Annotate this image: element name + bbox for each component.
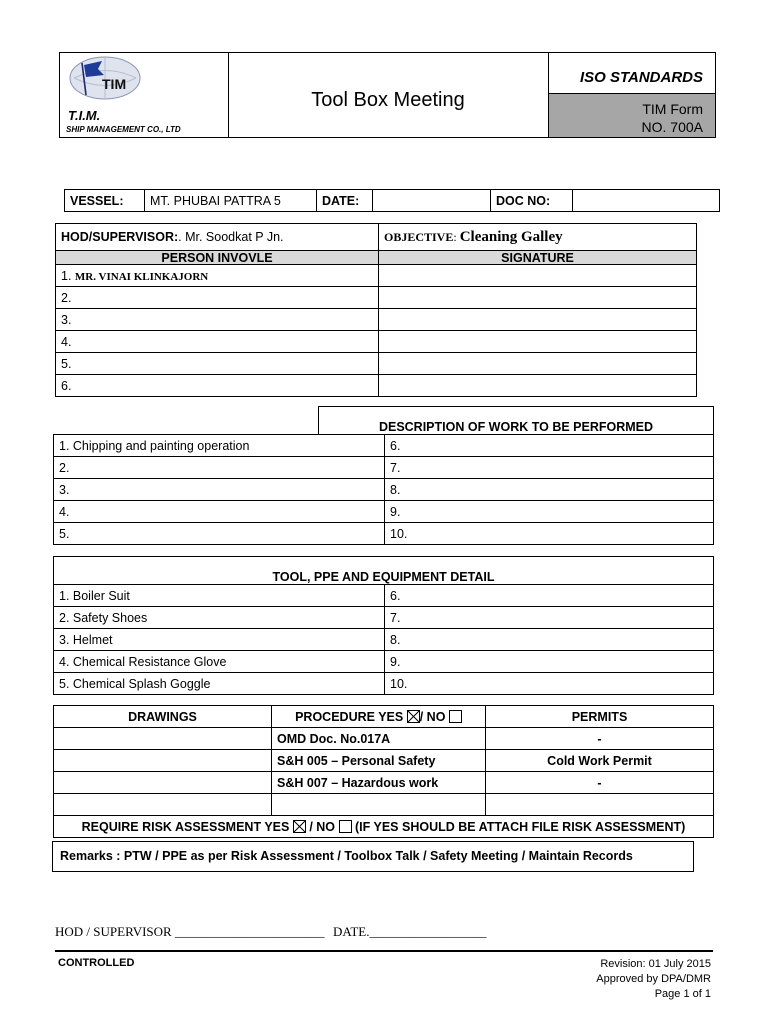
work-item[interactable]: 9. — [385, 501, 714, 523]
work-item[interactable]: 10. — [385, 523, 714, 545]
signature-cell[interactable] — [379, 331, 697, 353]
permit-cell[interactable]: - — [486, 772, 714, 794]
work-table — [53, 434, 714, 545]
controlled-label: CONTROLLED — [58, 957, 135, 969]
procedure-cell[interactable]: OMD Doc. No.017A — [272, 728, 486, 750]
person-row[interactable]: 3. — [56, 309, 379, 331]
tool-item[interactable]: 2. Safety Shoes — [54, 607, 385, 629]
work-heading: DESCRIPTION OF WORK TO BE PERFORMED — [378, 420, 654, 434]
work-item[interactable]: 3. — [54, 479, 385, 501]
title-box — [229, 53, 549, 137]
persons-table — [55, 223, 697, 397]
drawings-header: DRAWINGS — [54, 706, 272, 728]
logo-text: TIM — [102, 76, 127, 92]
tool-item[interactable]: 3. Helmet — [54, 629, 385, 651]
vessel-table — [64, 189, 720, 212]
drawing-cell[interactable] — [54, 750, 272, 772]
hod-value: . Mr. Soodkat P Jn. — [178, 230, 284, 244]
person-row[interactable]: 2. — [56, 287, 379, 309]
permits-header: PERMITS — [486, 706, 714, 728]
tool-item[interactable]: 9. — [385, 651, 714, 673]
tools-heading: TOOL, PPE AND EQUIPMENT DETAIL — [272, 570, 495, 584]
signature-cell[interactable] — [379, 287, 697, 309]
work-item[interactable]: 4. — [54, 501, 385, 523]
iso-standards: ISO STANDARDS — [549, 53, 715, 94]
work-item[interactable]: 7. — [385, 457, 714, 479]
person-name: MR. VINAI KLINKAJORN — [74, 270, 209, 283]
page-number: Page 1 of 1 — [654, 988, 711, 1000]
signature-cell[interactable] — [379, 375, 697, 397]
signature-cell[interactable] — [379, 353, 697, 375]
objective-label: OBJECTIVE — [384, 229, 454, 244]
person-row[interactable]: 6. — [56, 375, 379, 397]
logo-box — [60, 53, 229, 137]
footer-divider — [55, 950, 713, 952]
form-number-box — [549, 94, 715, 137]
procedure-table — [53, 705, 714, 838]
company-subtitle: SHIP MANAGEMENT CO., LTD — [66, 125, 181, 134]
hod-label: HOD/SUPERVISOR: — [61, 230, 179, 244]
drawing-cell[interactable] — [54, 794, 272, 816]
checkmark-x-icon — [408, 711, 419, 722]
company-name: T.I.M. — [68, 108, 101, 123]
tool-item[interactable]: 7. — [385, 607, 714, 629]
procedure-yes-checkbox[interactable] — [407, 710, 420, 723]
tool-item[interactable]: 1. Boiler Suit — [54, 585, 385, 607]
work-item[interactable]: 5. — [54, 523, 385, 545]
work-item[interactable]: 2. — [54, 457, 385, 479]
company-logo — [68, 55, 142, 101]
drawing-cell[interactable] — [54, 772, 272, 794]
revision-text: Revision: 01 July 2015 — [600, 958, 711, 970]
vessel-value[interactable]: MT. PHUBAI PATTRA 5 — [145, 190, 317, 212]
signature-cell[interactable] — [379, 265, 697, 287]
approved-text: Approved by DPA/DMR — [596, 973, 711, 985]
permit-cell[interactable]: Cold Work Permit — [486, 750, 714, 772]
drawing-cell[interactable] — [54, 728, 272, 750]
objective-value: Cleaning Galley — [459, 228, 563, 245]
tools-table — [53, 584, 714, 695]
procedure-header: PROCEDURE YES / NO — [272, 706, 486, 728]
procedure-cell[interactable] — [272, 794, 486, 816]
vessel-label: VESSEL: — [65, 190, 145, 212]
doc-no-label: DOC NO: — [491, 190, 573, 212]
hod-cell — [56, 224, 379, 251]
work-heading-box — [318, 406, 714, 435]
form-label: TIM Form — [642, 101, 703, 117]
hod-signoff: HOD / SUPERVISOR _______________________ — [55, 924, 325, 939]
doc-no-value[interactable] — [573, 190, 720, 212]
remarks-box: Remarks : PTW / PPE as per Risk Assessment / Toolbox Talk / Safety Meeting / Maintain Records — [52, 841, 694, 872]
tool-item[interactable]: 4. Chemical Resistance Glove — [54, 651, 385, 673]
person-row[interactable]: 5. — [56, 353, 379, 375]
tool-item[interactable]: 10. — [385, 673, 714, 695]
tools-heading-box — [53, 556, 714, 585]
risk-no-checkbox[interactable] — [339, 820, 352, 833]
objective-cell: OBJECTIVE: Cleaning Galley — [379, 224, 697, 251]
tool-item[interactable]: 6. — [385, 585, 714, 607]
risk-assessment-row: REQUIRE RISK ASSESSMENT YES / NO (IF YES SHOULD BE ATTACH FILE RISK ASSESSMENT) — [54, 816, 714, 838]
checkmark-x-icon — [294, 821, 305, 832]
procedure-cell[interactable]: S&H 007 – Hazardous work — [272, 772, 486, 794]
person-row[interactable]: 4. — [56, 331, 379, 353]
risk-yes-checkbox[interactable] — [293, 820, 306, 833]
person-row[interactable]: 1. MR. VINAI KLINKAJORN — [56, 265, 379, 287]
page-title: Tool Box Meeting — [311, 89, 465, 111]
document-header — [59, 52, 716, 138]
work-item[interactable]: 1. Chipping and painting operation — [54, 435, 385, 457]
person-involve-header: PERSON INVOVLE — [56, 251, 379, 265]
work-item[interactable]: 6. — [385, 435, 714, 457]
date-value[interactable] — [373, 190, 491, 212]
signature-header: SIGNATURE — [379, 251, 697, 265]
permit-cell[interactable]: - — [486, 728, 714, 750]
date-label: DATE: — [317, 190, 373, 212]
signature-cell[interactable] — [379, 309, 697, 331]
tool-item[interactable]: 8. — [385, 629, 714, 651]
tool-item[interactable]: 5. Chemical Splash Goggle — [54, 673, 385, 695]
date-signoff: DATE.__________________ — [333, 924, 487, 939]
iso-box — [549, 53, 715, 137]
form-number: NO. 700A — [641, 119, 703, 135]
procedure-cell[interactable]: S&H 005 – Personal Safety — [272, 750, 486, 772]
permit-cell[interactable] — [486, 794, 714, 816]
footer-meta — [520, 957, 711, 1002]
work-item[interactable]: 8. — [385, 479, 714, 501]
procedure-no-checkbox[interactable] — [449, 710, 462, 723]
